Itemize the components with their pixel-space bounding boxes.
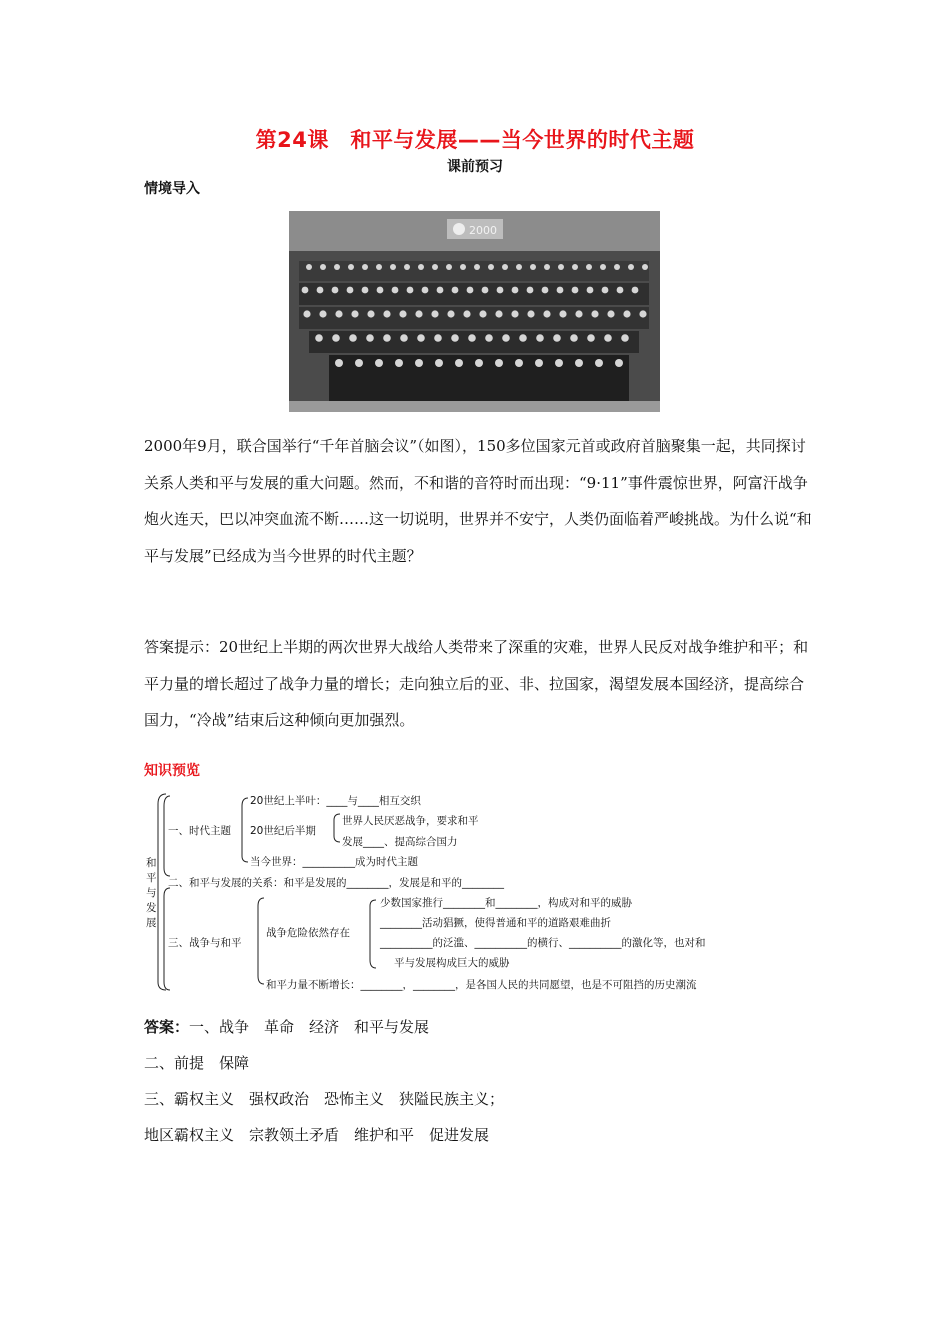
map-root-char-5: 展 <box>146 917 157 929</box>
map-b1-item2b: 发展____、提高综合国力 <box>342 836 458 848</box>
map-root-char-4: 发 <box>146 902 157 914</box>
map-b3-item1: 战争危险依然存在 <box>266 927 350 939</box>
map-b1-item2: 20世纪后半期 <box>250 825 316 837</box>
map-root-char-3: 与 <box>146 887 157 899</box>
map-b3-item1b: ________活动猖獗，使得普通和平的道路艰难曲折 <box>380 917 611 929</box>
summit-photo <box>289 211 660 412</box>
answer-line-2: 二、前提 保障 <box>144 1054 250 1072</box>
map-b1-item3: 当今世界：__________成为时代主题 <box>250 856 418 868</box>
map-branch-3: 三、战争与和平 <box>168 937 242 949</box>
map-b3-item1a: 少数国家推行________和________，构成对和平的威胁 <box>380 897 632 909</box>
map-b1-item1: 20世纪上半叶：____与____相互交织 <box>250 795 421 807</box>
answer-line-4: 地区霸权主义 宗教领土矛盾 维护和平 促进发展 <box>144 1126 490 1144</box>
section-heading-knowledge: 知识预览 <box>144 763 200 779</box>
answer-line-3: 三、霸权主义 强权政治 恐怖主义 狭隘民族主义； <box>144 1090 505 1108</box>
map-b1-item2a: 世界人民厌恶战争，要求和平 <box>342 815 479 827</box>
section-heading-intro: 情境导入 <box>144 181 200 197</box>
page-subtitle: 课前预习 <box>447 159 503 175</box>
map-branch-1: 一、时代主题 <box>168 825 231 837</box>
knowledge-map <box>144 788 820 998</box>
map-root-char-1: 和 <box>146 857 157 869</box>
summit-logo-text: 2000 <box>469 224 497 237</box>
answer-line-1: 答案：一、战争 革命 经济 和平与发展 <box>144 1018 430 1036</box>
page-title: 第24课 和平与发展——当今世界的时代主题 <box>255 128 695 152</box>
map-b3-item1c: __________的泛滥、__________的横行、__________的激化等，也对和 <box>380 937 706 949</box>
map-b3-item1d: 平与发展构成巨大的威胁 <box>394 957 510 969</box>
map-b3-item2: 和平力量不断增长：________，________，是各国人民的共同愿望，也是不可阻挡的历史潮流 <box>266 979 697 991</box>
map-branch-2: 二、和平与发展的关系：和平是发展的________，发展是和平的________ <box>168 877 504 889</box>
summit-photo-illustration <box>289 211 660 412</box>
answer-label: 答案： <box>144 1018 190 1036</box>
map-root-char-2: 平 <box>146 872 157 884</box>
intro-paragraph: 2000年9月，联合国举行“千年首脑会议”（如图），150多位国家元首或政府首脑聚集一起，共同探讨关系人类和平与发展的重大问题。然而，不和谐的音符时而出现：“9·11”事件震惊世界，阿富汗战争炮火连天，巴以冲突血流不断……这一切说明，世界并不安宁，人类仍面临着严峻挑战。为什么说“和平与发展”已经成为当今世界的时代主题？ <box>144 437 812 565</box>
intro-answer-hint: 答案提示：20世纪上半期的两次世界大战给人类带来了深重的灾难，世界人民反对战争维护和平；和平力量的增长超过了战争力量的增长；走向独立后的亚、非、拉国家，渴望发展本国经济，提高综合国力，“冷战”结束后这种倾向更加强烈。 <box>144 638 809 730</box>
